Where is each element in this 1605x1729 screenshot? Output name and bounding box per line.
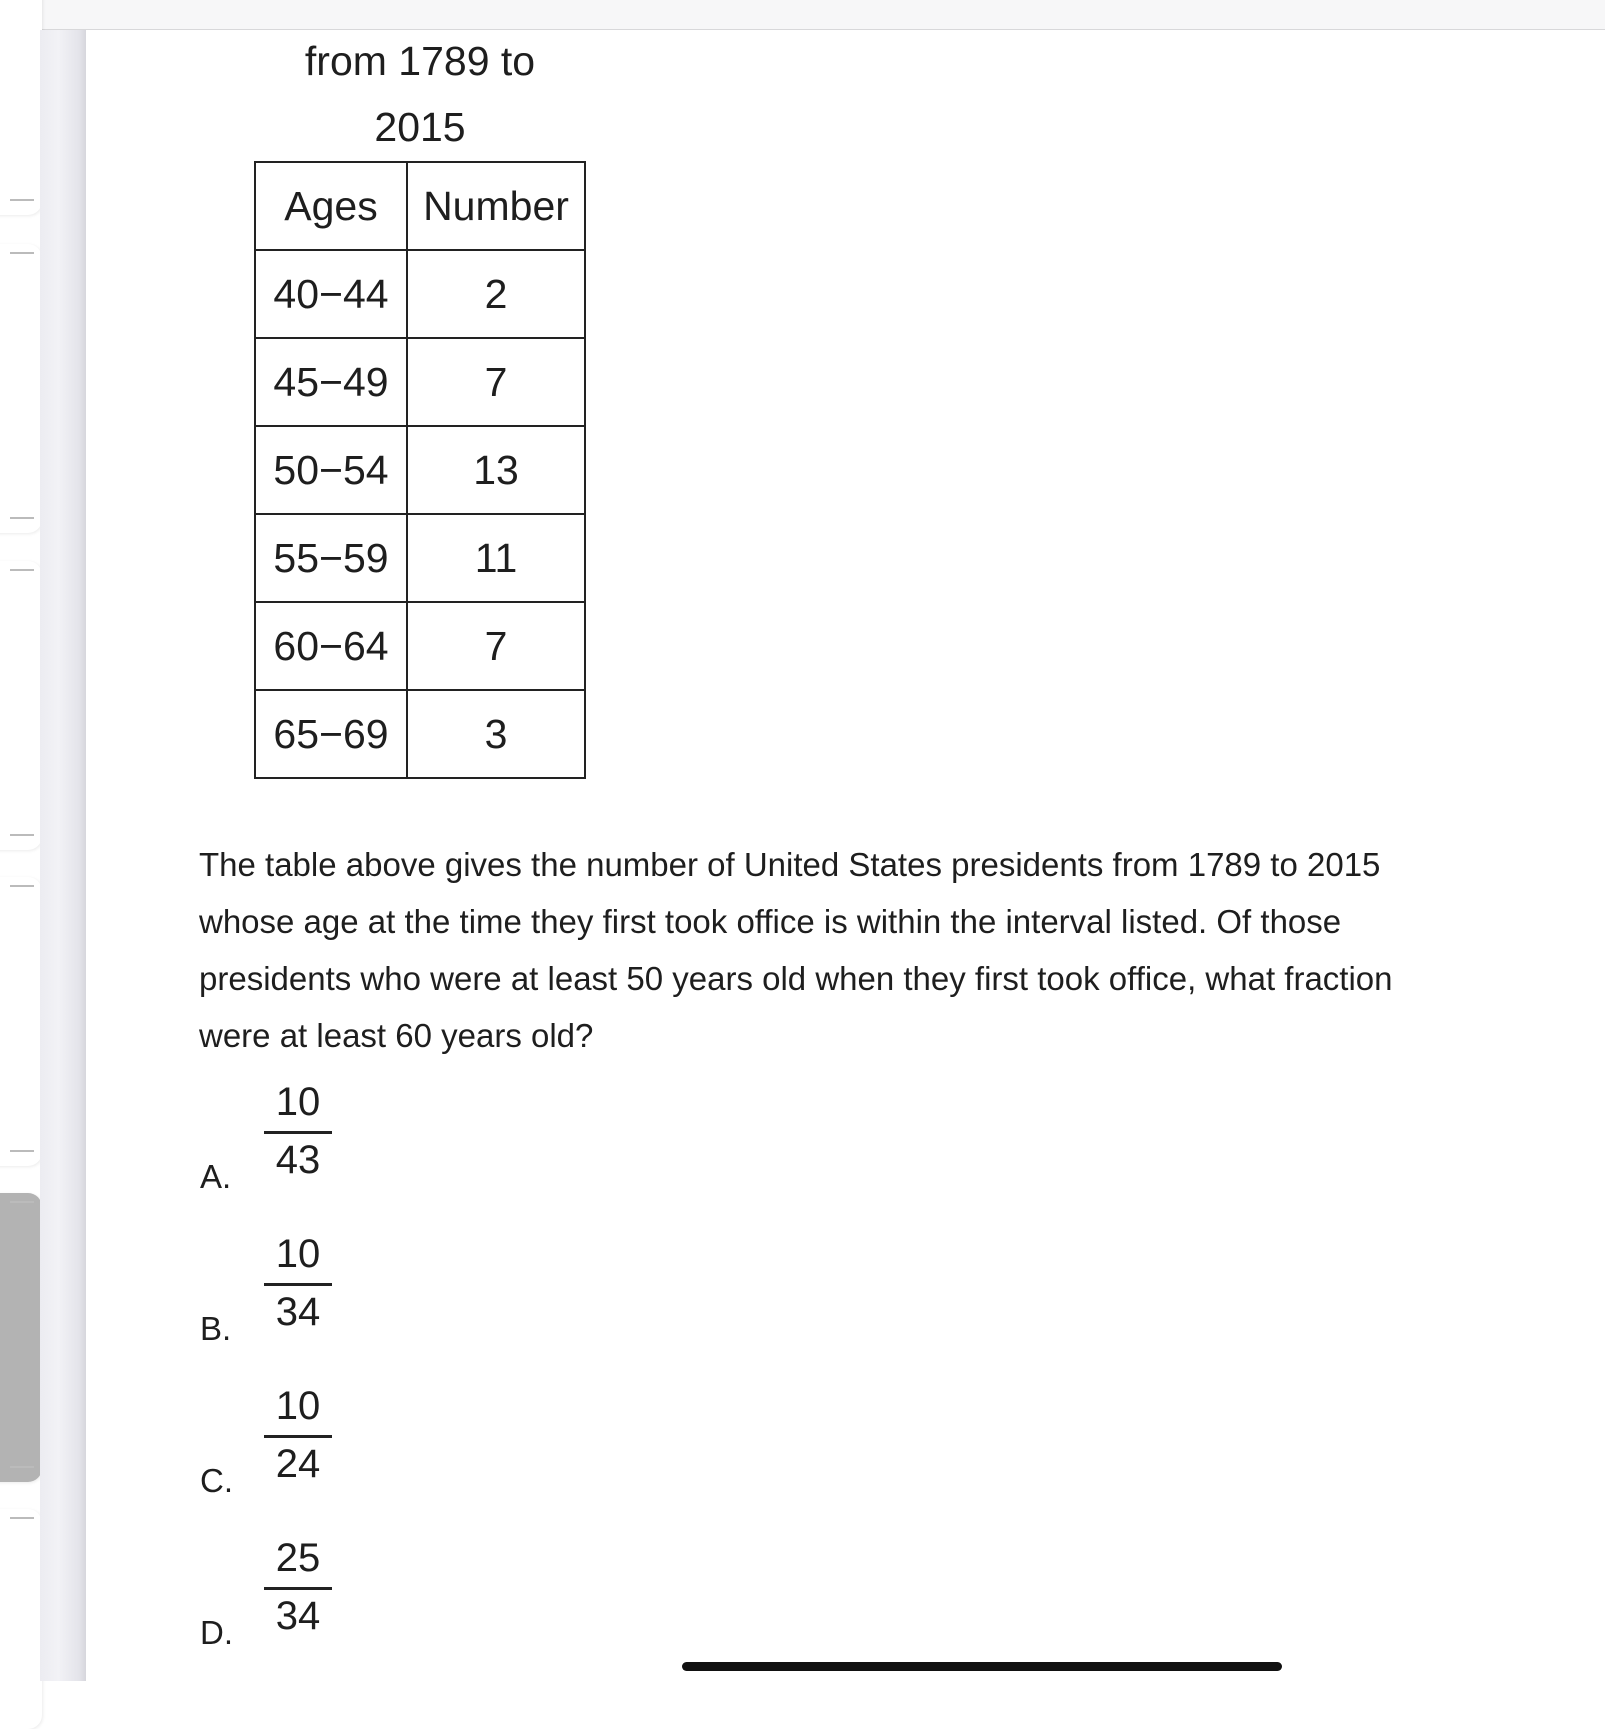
number-cell: 11: [407, 514, 585, 602]
number-cell: 2: [407, 250, 585, 338]
fraction: [264, 1536, 332, 1639]
table-row: [255, 250, 585, 338]
number-cell: 7: [407, 602, 585, 690]
table-row: [255, 514, 585, 602]
age-cell: 50−54: [255, 426, 407, 514]
age-cell: 65−69: [255, 690, 407, 778]
fraction: [264, 1080, 332, 1183]
ages-table: [254, 161, 586, 779]
choice-label: B.: [200, 1310, 232, 1347]
fraction: [264, 1232, 332, 1335]
age-cell: 55−59: [255, 514, 407, 602]
top-bar: [0, 0, 1605, 30]
numerator: 10: [264, 1232, 332, 1286]
header-number: Number: [407, 162, 585, 250]
table-row: [255, 690, 585, 778]
page-thumbnail[interactable]: [0, 244, 42, 533]
table-row: [255, 426, 585, 514]
page-thumbnail-selected[interactable]: [0, 1193, 42, 1482]
page-thumbnail[interactable]: [0, 561, 42, 850]
numerator: 25: [264, 1536, 332, 1590]
page-thumbnail[interactable]: [0, 877, 42, 1166]
choice-b[interactable]: [200, 1232, 400, 1362]
age-cell: 45−49: [255, 338, 407, 426]
table-title-line-2: 2015: [374, 104, 466, 150]
numerator: 10: [264, 1080, 332, 1134]
choice-label: A.: [200, 1158, 232, 1195]
sidebar-divider[interactable]: [40, 30, 86, 1681]
denominator: 34: [275, 1594, 321, 1638]
choice-label: C.: [200, 1462, 233, 1499]
age-cell: 60−64: [255, 602, 407, 690]
fraction: [264, 1384, 332, 1487]
number-cell: 3: [407, 690, 585, 778]
table-header-row: [255, 162, 585, 250]
question-text: The table above gives the number of United States presidents from 1789 to 2015 whose age at the time they first took office is within the interval listed. Of those presidents who were at least 50 years old when they first took office, what fraction were at least 60 years old?: [199, 846, 1393, 1054]
number-cell: 13: [407, 426, 585, 514]
table-row: [255, 338, 585, 426]
choice-label: D.: [200, 1614, 233, 1651]
header-ages: Ages: [255, 162, 407, 250]
age-cell: 40−44: [255, 250, 407, 338]
table-row: [255, 602, 585, 690]
choice-d[interactable]: [200, 1536, 400, 1666]
page-thumbnail[interactable]: [0, 0, 42, 215]
table-title-line-1: from 1789 to: [304, 38, 536, 84]
choice-a[interactable]: [200, 1080, 400, 1210]
numerator: 10: [264, 1384, 332, 1438]
denominator: 24: [275, 1442, 321, 1486]
denominator: 43: [275, 1138, 321, 1182]
choice-c[interactable]: [200, 1384, 400, 1514]
home-indicator[interactable]: [682, 1662, 1282, 1671]
number-cell: 7: [407, 338, 585, 426]
denominator: 34: [275, 1290, 321, 1334]
page-thumbnail[interactable]: [0, 1509, 42, 1729]
